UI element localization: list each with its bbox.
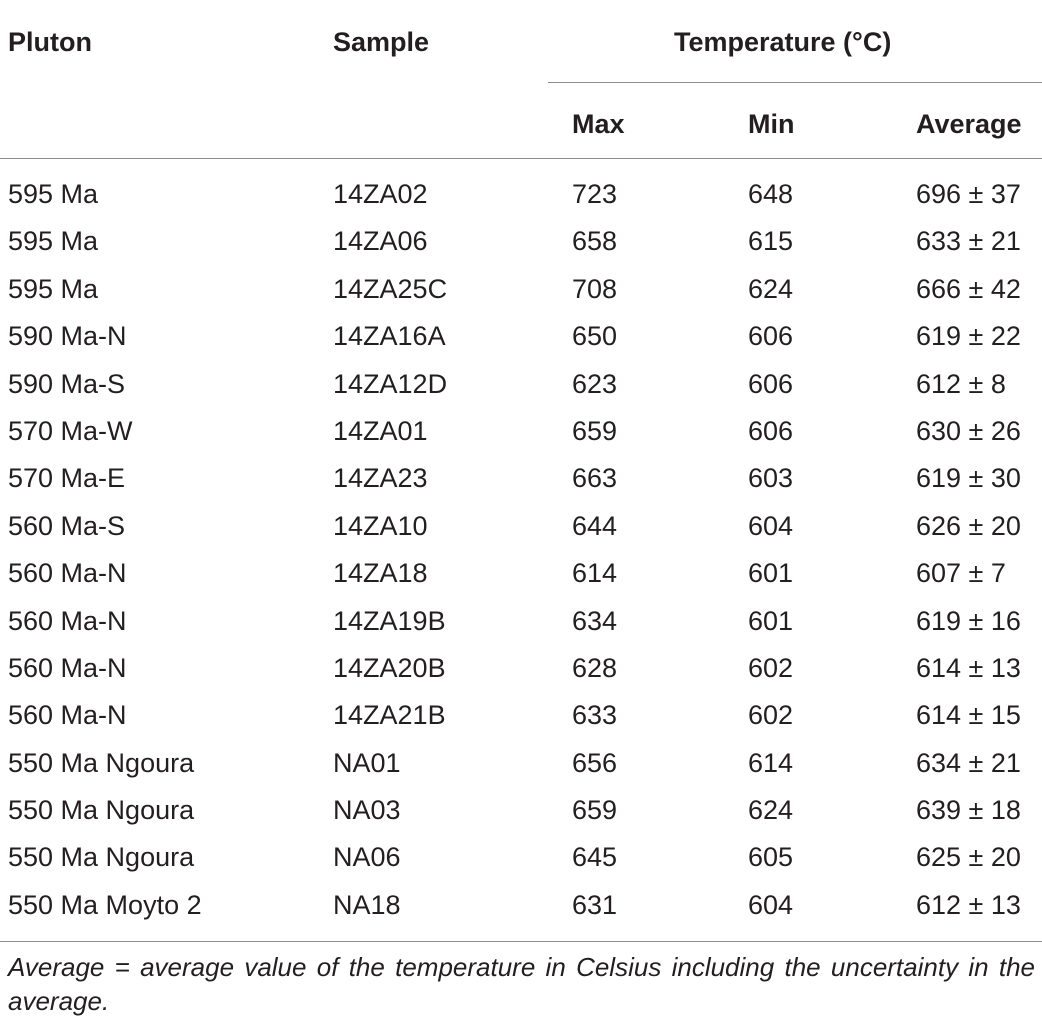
cell-sample: 14ZA18: [333, 558, 428, 589]
cell-max: 644: [572, 510, 618, 541]
cell-min: 604: [748, 510, 794, 541]
cell-pluton: 590 Ma-S: [8, 368, 126, 399]
cell-max: 723: [572, 179, 618, 209]
cell-min: 614: [748, 747, 794, 778]
cell-sample: NA01: [333, 747, 401, 778]
cell-min: 603: [748, 463, 794, 494]
table-footnote: Average = average value of the temperature in Celsius including the uncertainty in the average.: [8, 952, 1035, 1016]
cell-pluton: 550 Ma Moyto 2: [8, 889, 202, 920]
cell-pluton: 595 Ma: [8, 226, 99, 257]
cell-average: 630 ± 26: [916, 415, 1021, 446]
cell-max: 623: [572, 368, 618, 399]
cell-average: 666 ± 42: [916, 273, 1021, 304]
cell-min: 615: [748, 226, 794, 257]
cell-pluton: 560 Ma-N: [8, 558, 127, 589]
cell-pluton: 550 Ma Ngoura: [8, 747, 195, 778]
header-temperature-group: [548, 0, 1042, 83]
table-row: [0, 740, 1042, 787]
cell-pluton: 560 Ma-N: [8, 605, 127, 636]
cell-pluton: 595 Ma: [8, 273, 99, 304]
cell-pluton: 595 Ma: [8, 179, 99, 209]
cell-average: 619 ± 30: [916, 463, 1021, 494]
cell-sample: 14ZA21B: [333, 700, 446, 731]
table-body: [0, 159, 1042, 942]
cell-max: 634: [572, 605, 618, 636]
table-row: [0, 408, 1042, 455]
cell-sample: 14ZA20B: [333, 652, 446, 683]
cell-pluton: 550 Ma Ngoura: [8, 795, 195, 826]
cell-average: 633 ± 21: [916, 226, 1021, 257]
cell-min: 624: [748, 795, 794, 826]
table-row: [0, 834, 1042, 881]
cell-min: 624: [748, 273, 794, 304]
cell-max: 708: [572, 273, 618, 304]
cell-sample: 14ZA12D: [333, 368, 448, 399]
cell-sample: NA18: [333, 889, 401, 920]
cell-sample: 14ZA10: [333, 510, 428, 541]
table-row: [0, 645, 1042, 692]
cell-pluton: 560 Ma-N: [8, 700, 127, 731]
table-row: [0, 503, 1042, 550]
table-row: [0, 218, 1042, 265]
cell-pluton: 560 Ma-S: [8, 510, 126, 541]
cell-max: 659: [572, 415, 618, 446]
cell-average: 619 ± 16: [916, 605, 1021, 636]
header-average: Average: [916, 109, 1022, 139]
table-row: [0, 692, 1042, 739]
table-row: [0, 455, 1042, 502]
header-pluton: Pluton: [8, 27, 92, 57]
cell-sample: 14ZA25C: [333, 273, 448, 304]
header-sample: Sample: [333, 27, 430, 57]
cell-max: 645: [572, 842, 618, 873]
cell-min: 606: [748, 415, 794, 446]
cell-average: 634 ± 21: [916, 747, 1021, 778]
cell-average: 612 ± 13: [916, 889, 1021, 920]
cell-sample: NA03: [333, 795, 401, 826]
cell-average: 626 ± 20: [916, 510, 1021, 541]
cell-sample: NA06: [333, 842, 401, 873]
cell-average: 625 ± 20: [916, 842, 1021, 873]
cell-pluton: 560 Ma-N: [8, 652, 127, 683]
header-row-bottom: [0, 83, 1042, 159]
table-row: [0, 361, 1042, 408]
cell-sample: 14ZA02: [333, 179, 428, 209]
cell-min: 601: [748, 558, 794, 589]
cell-min: 605: [748, 842, 794, 873]
cell-min: 606: [748, 368, 794, 399]
cell-max: 656: [572, 747, 618, 778]
cell-pluton: 570 Ma-E: [8, 463, 126, 494]
cell-min: 606: [748, 321, 794, 352]
cell-min: 604: [748, 889, 794, 920]
cell-sample: 14ZA06: [333, 226, 428, 257]
cell-pluton: 550 Ma Ngoura: [8, 842, 195, 873]
cell-max: 614: [572, 558, 618, 589]
cell-sample: 14ZA23: [333, 463, 428, 494]
table-row: [0, 266, 1042, 313]
cell-min: 601: [748, 605, 794, 636]
cell-sample: 14ZA19B: [333, 605, 446, 636]
cell-pluton: 570 Ma-W: [8, 415, 133, 446]
table-row: [0, 313, 1042, 360]
cell-average: 614 ± 13: [916, 652, 1021, 683]
cell-max: 650: [572, 321, 618, 352]
cell-max: 658: [572, 226, 618, 257]
header-min: Min: [748, 109, 795, 139]
header-max: Max: [572, 109, 625, 139]
header-temperature: Temperature (°C): [674, 27, 892, 57]
table-row: [0, 550, 1042, 597]
cell-max: 628: [572, 652, 618, 683]
header-row-top: [0, 0, 1042, 83]
cell-sample: 14ZA01: [333, 415, 428, 446]
cell-pluton: 590 Ma-N: [8, 321, 127, 352]
table-row: [0, 598, 1042, 645]
table-row: [0, 787, 1042, 834]
cell-max: 659: [572, 795, 618, 826]
cell-min: 602: [748, 700, 794, 731]
cell-average: 619 ± 22: [916, 321, 1021, 352]
cell-average: 639 ± 18: [916, 795, 1021, 826]
cell-average: 612 ± 8: [916, 368, 1006, 399]
table-row: [0, 171, 1042, 218]
cell-min: 648: [748, 179, 794, 209]
cell-max: 631: [572, 889, 618, 920]
table-row: [0, 882, 1042, 929]
cell-average: 607 ± 7: [916, 558, 1006, 589]
cell-sample: 14ZA16A: [333, 321, 446, 352]
cell-min: 602: [748, 652, 794, 683]
cell-average: 696 ± 37: [916, 179, 1021, 209]
cell-max: 633: [572, 700, 618, 731]
cell-average: 614 ± 15: [916, 700, 1021, 731]
cell-max: 663: [572, 463, 618, 494]
